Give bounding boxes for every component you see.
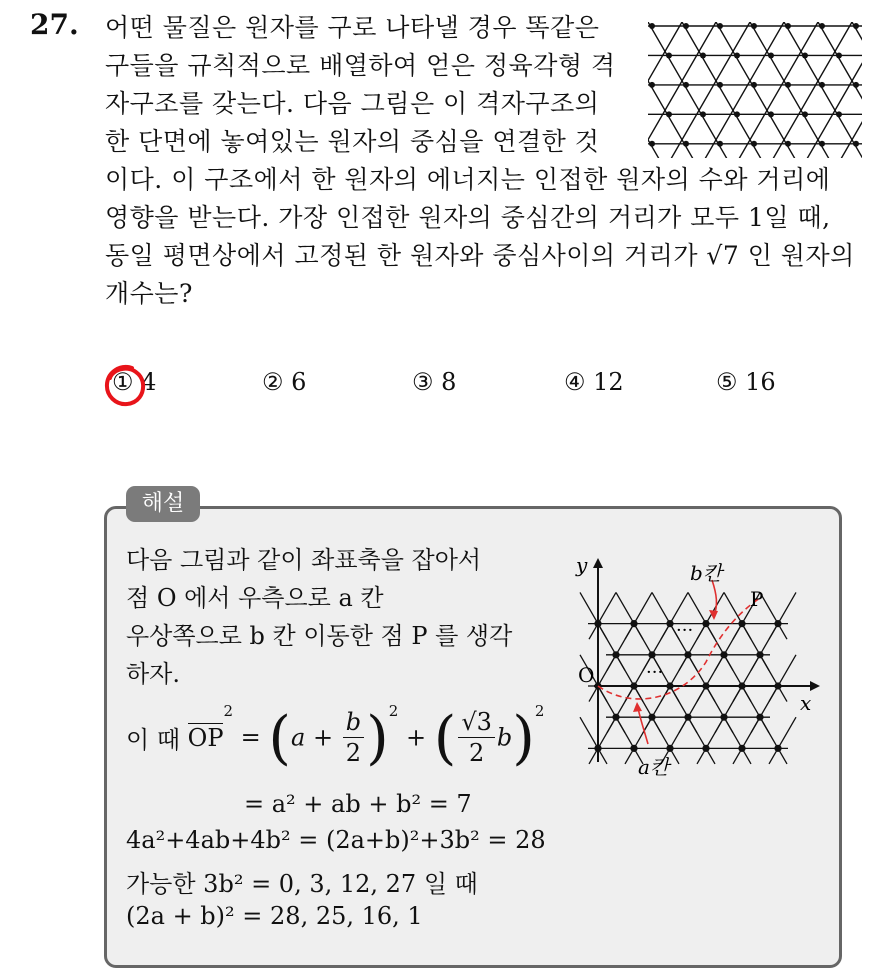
diagram-lattice-point: [684, 714, 691, 721]
diagram-lattice-point: [684, 651, 691, 658]
solution-label: 해설: [126, 486, 200, 522]
question-line-8: 개수는?: [105, 279, 193, 308]
choice-5[interactable]: [716, 368, 776, 396]
equation-line-4: 가능한 3b² = 0, 3, 12, 27 일 때: [126, 870, 478, 898]
lattice-atom-point: [751, 141, 757, 147]
lattice-atom-point: [683, 82, 689, 88]
eq-frac1-num: b: [343, 707, 364, 738]
choice-3-value: 8: [441, 368, 457, 396]
choice-1-mark: ①: [112, 368, 134, 396]
choice-3-mark: ③: [412, 368, 434, 396]
diagram-lattice-lines: [580, 592, 796, 763]
diagram-lattice-point: [702, 745, 709, 752]
lattice-atom-point: [819, 82, 825, 88]
diagram-lattice-point: [612, 714, 619, 721]
diagram-lattice-point: [756, 714, 763, 721]
lattice-atom-point: [785, 82, 791, 88]
choice-2[interactable]: [262, 368, 306, 396]
question-line-4: 한 단면에 놓여있는 원자의 중심을 연결한 것: [105, 127, 600, 156]
lattice-atom-point: [683, 141, 689, 147]
triangular-lattice-figure: [648, 22, 862, 158]
lattice-atom-point: [751, 23, 757, 29]
eq-op: OP: [187, 723, 224, 752]
question-line-6: 영향을 받는다. 가장 인접한 원자의 중심간의 거리가 모두 1일 때,: [105, 203, 831, 232]
a-kan-arrow-head-icon: [633, 702, 642, 712]
lattice-atom-point: [700, 52, 706, 58]
solution-line-3: 우상쪽으로 b 칸 이동한 점 P 를 생각: [126, 622, 513, 650]
eq-prefix: 이 때: [126, 726, 180, 754]
choice-4-mark: ④: [564, 368, 586, 396]
question-line-2: 구들을 규칙적으로 배열하여 얻은 정육각형 격: [105, 51, 616, 80]
question-line-3: 자구조를 갖는다. 다음 그림은 이 격자구조의: [105, 89, 600, 118]
diagram-lattice-point: [630, 620, 637, 627]
choice-5-value: 16: [745, 368, 776, 396]
lattice-atom-point: [717, 141, 723, 147]
diagram-lattice-point: [630, 745, 637, 752]
lattice-atom-point: [666, 111, 672, 117]
question-number: 27.: [30, 8, 79, 41]
coordinate-lattice-diagram: [572, 550, 828, 780]
dots-upper: ···: [676, 620, 694, 641]
lattice-atom-point: [700, 111, 706, 117]
lattice-atom-point: [853, 23, 859, 29]
eq-paren-close-1: ): [366, 703, 389, 772]
eq-b-over-2: [343, 707, 364, 768]
solution-line-1: 다음 그림과 같이 좌표축을 잡아서: [126, 546, 482, 574]
choice-2-mark: ②: [262, 368, 284, 396]
eq-op-exp: 2: [223, 702, 234, 720]
eq-b-factor: b: [496, 723, 513, 752]
y-axis-arrow-icon: [593, 558, 603, 568]
lattice-atom-point: [717, 82, 723, 88]
equation-op-squared: [126, 702, 544, 782]
lattice-atom-point: [768, 52, 774, 58]
lattice-atom-point: [768, 111, 774, 117]
eq-paren-close-2: ): [512, 703, 535, 772]
choice-5-mark: ⑤: [716, 368, 738, 396]
lattice-atom-point: [802, 52, 808, 58]
diagram-lattice-point: [702, 620, 709, 627]
eq-paren-open-1: (: [268, 703, 292, 772]
x-label: x: [800, 691, 812, 715]
answer-circle-mark: [102, 362, 148, 408]
b-kan-label: b칸: [690, 561, 723, 585]
lattice-atom-point: [802, 111, 808, 117]
lattice-atom-point: [836, 111, 842, 117]
eq-paren-open-2: (: [433, 703, 457, 772]
eq-frac2-num: √3: [458, 707, 495, 738]
origin-label: O: [578, 663, 595, 687]
lattice-atom-point: [819, 23, 825, 29]
y-label: y: [576, 553, 588, 577]
choice-1-value: 4: [141, 368, 157, 396]
p-label: P: [750, 587, 764, 611]
lattice-atom-point: [853, 82, 859, 88]
diagram-lattice-point: [648, 714, 655, 721]
question-line-1: 어떤 물질은 원자를 구로 나타낼 경우 똑같은: [105, 13, 600, 42]
lattice-atom-point: [683, 23, 689, 29]
diagram-lattice-point: [774, 620, 781, 627]
eq-exp-2: 2: [534, 702, 545, 720]
eq-frac2-den: 2: [468, 739, 485, 767]
equation-line-3: 4a²+4ab+4b² = (2a+b)²+3b² = 28: [126, 826, 546, 854]
lattice-atom-point: [649, 141, 655, 147]
diagram-lattice-point: [648, 651, 655, 658]
diagram-lattice-point: [738, 745, 745, 752]
diagram-lattice-point: [666, 745, 673, 752]
choice-2-value: 6: [291, 368, 307, 396]
lattice-atom-point: [751, 82, 757, 88]
diagram-lattice-point: [756, 651, 763, 658]
lattice-atom-point: [734, 52, 740, 58]
eq-plus: +: [405, 723, 427, 752]
diagram-lattice-point: [666, 620, 673, 627]
diagram-lattice-point: [612, 651, 619, 658]
solution-line-2: 점 O 에서 우측으로 a 칸: [126, 584, 384, 612]
choice-3[interactable]: [412, 368, 456, 396]
lattice-diagonal-line: [648, 22, 716, 158]
eq-sqrt3-over-2: [458, 707, 495, 768]
dots-lower: ···: [646, 662, 664, 683]
equation-line-2: = a² + ab + b² = 7: [244, 790, 472, 818]
choice-4-value: 12: [593, 368, 624, 396]
lattice-atom-point: [836, 52, 842, 58]
lattice-atom-point: [785, 23, 791, 29]
lattice-atom-point: [853, 141, 859, 147]
lattice-atom-point: [819, 141, 825, 147]
eq-frac1-den: 2: [345, 739, 362, 767]
lattice-atom-point: [734, 111, 740, 117]
solution-line-4: 하자.: [126, 660, 180, 688]
a-kan-label: a칸: [638, 755, 670, 779]
equation-line-5: (2a + b)² = 28, 25, 16, 1: [126, 902, 423, 930]
eq-equals: =: [240, 723, 261, 752]
lattice-diagonal-line: [784, 22, 862, 158]
x-axis-arrow-icon: [810, 681, 820, 691]
diagram-lattice-point: [774, 745, 781, 752]
lattice-atom-point: [785, 141, 791, 147]
eq-exp-1: 2: [388, 702, 399, 720]
eq-a-term: a +: [291, 723, 334, 752]
lattice-atom-point: [717, 23, 723, 29]
question-line-5: 이다. 이 구조에서 한 원자의 에너지는 인접한 원자의 수와 거리에: [105, 165, 831, 194]
lattice-atom-point: [666, 52, 672, 58]
lattice-atom-point: [649, 82, 655, 88]
choice-4[interactable]: [564, 368, 624, 396]
diagram-lattice-point: [720, 714, 727, 721]
diagram-lattice-point: [738, 620, 745, 627]
question-line-7: 동일 평면상에서 고정된 한 원자와 중심사이의 거리가 √7 인 원자의: [105, 241, 855, 270]
lattice-atom-point: [649, 23, 655, 29]
diagram-lattice-point: [720, 651, 727, 658]
